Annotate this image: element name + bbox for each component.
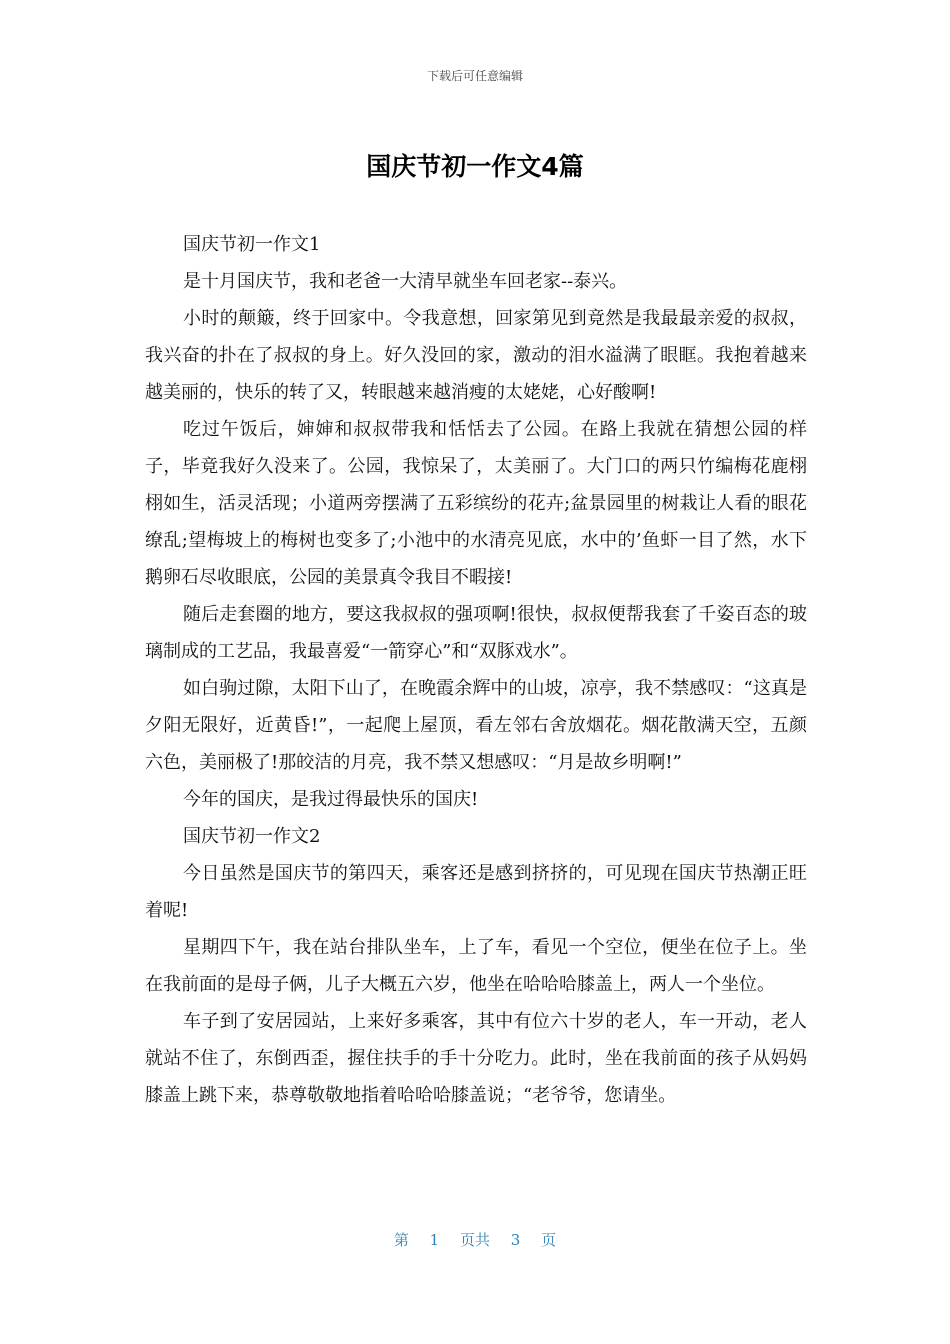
header-note: 下载后可任意编辑 (426, 69, 523, 83)
footer-middle: 页共 (459, 1231, 490, 1249)
total-pages-number: 3 (510, 1231, 521, 1249)
paragraph: 吃过午饭后，婶婶和叔叔带我和恬恬去了公园。在路上我就在猜想公园的样子，毕竟我好久没来了。公园，我惊呆了，太美丽了。大门口的两只竹编梅花鹿栩栩如生，活灵活现；小道两旁摆满了五彩缤纷的花卉;盆景园里的树栽让人看的眼花缭乱;望梅坡上的梅树也变多了;小池中的水清亮见底，水中的’鱼虾一目了然，水下鹅卵石尽收眼底，公园的美景真令我目不暇接! (145, 419, 807, 588)
paragraph: 今年的国庆，是我过得最快乐的国庆! (183, 789, 479, 810)
section-heading-2: 国庆节初一作文2 (183, 826, 321, 847)
paragraph: 随后走套圈的地方，要这我叔叔的强项啊!很快，叔叔便帮我套了千姿百态的玻璃制成的工艺品，我最喜爱“一箭穿心”和“双豚戏水”。 (145, 604, 807, 662)
document-title: 国庆节初一作文4篇 (366, 152, 584, 181)
section-heading-1: 国庆节初一作文1 (183, 234, 321, 255)
paragraph: 如白驹过隙，太阳下山了，在晚霞余辉中的山坡，凉亭，我不禁感叹：“这真是夕阳无限好，近黄昏!”，一起爬上屋顶，看左邻右舍放烟花。烟花散满天空，五颜六色，美丽极了!那皎洁的月亮，我不禁又想感叹：“月是故乡明啊!” (145, 678, 807, 773)
paragraph: 星期四下午，我在站台排队坐车，上了车，看见一个空位，便坐在位子上。坐在我前面的是母子俩，儿子大概五六岁，他坐在哈哈哈膝盖上，两人一个坐位。 (145, 937, 807, 995)
page-footer (0, 1229, 950, 1250)
paragraph: 小时的颠簸，终于回家中。令我意想，回家第见到竟然是我最最亲爱的叔叔，我兴奋的扑在了叔叔的身上。好久没回的家，激动的泪水溢满了眼眶。我抱着越来越美丽的，快乐的转了又，转眼越来越消瘦的太姥姥，心好酸啊! (145, 308, 807, 403)
footer-prefix: 第 (393, 1231, 409, 1249)
current-page-number: 1 (429, 1231, 440, 1249)
paragraph: 车子到了安居园站，上来好多乘客，其中有位六十岁的老人，车一开动，老人就站不住了，东倒西歪，握住扶手的手十分吃力。此时，坐在我前面的孩子从妈妈膝盖上跳下来，恭尊敬敬地指着哈哈哈膝盖说；“老爷爷，您请坐。 (145, 1011, 807, 1106)
paragraph: 今日虽然是国庆节的第四天，乘客还是感到挤挤的，可见现在国庆节热潮正旺着呢! (145, 863, 807, 921)
paragraph: 是十月国庆节，我和老爸一大清早就坐车回老家--泰兴。 (183, 271, 628, 292)
footer-suffix: 页 (541, 1231, 557, 1249)
document-body (145, 226, 807, 1114)
